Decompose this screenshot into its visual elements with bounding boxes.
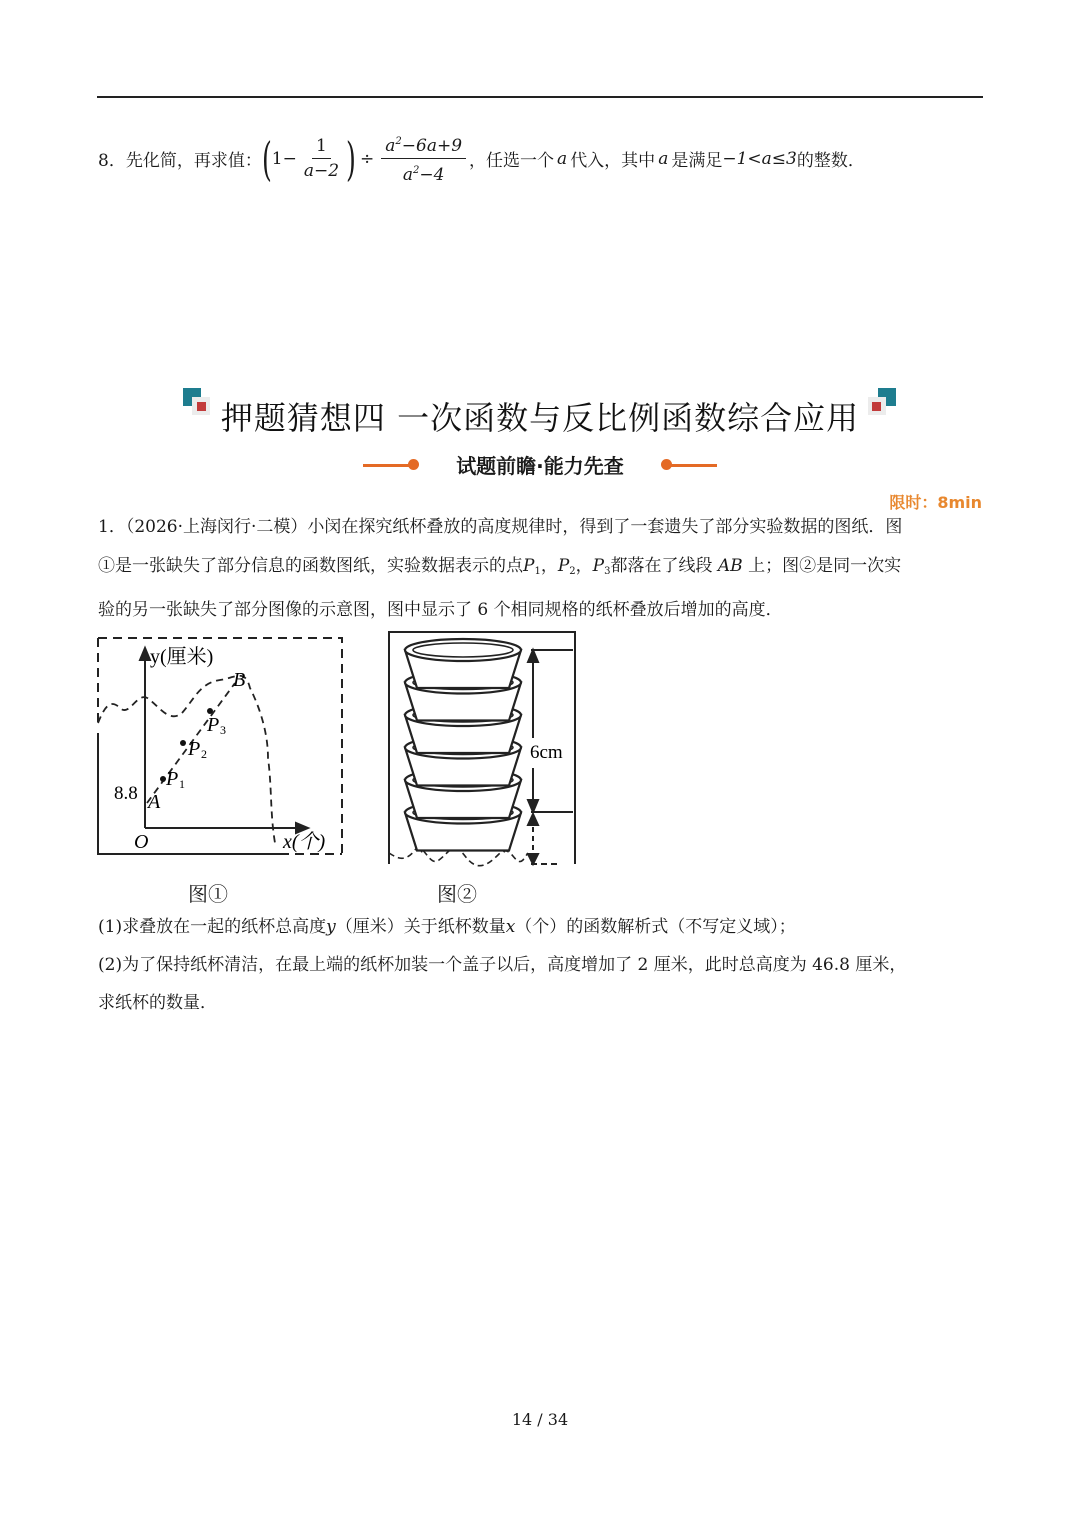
- page-number: 14 / 34: [511, 1410, 569, 1429]
- q8-one: 1: [271, 148, 283, 169]
- x-axis-label: x(个): [283, 831, 326, 853]
- num-var: a: [385, 136, 396, 156]
- q8-suffix-2: 代入，其中: [570, 151, 656, 171]
- paper-cup: [405, 639, 521, 688]
- p3-label: P: [207, 714, 220, 736]
- q1-line-2: ①是一张缺失了部分信息的函数图纸，实验数据表示的点$P_1$，$P_2$，$P_3$都落在了线段 AB 上；图②是同一次实: [98, 556, 902, 577]
- q1-line-2-a: ①是一张缺失了部分信息的函数图纸，实验数据表示的点: [98, 556, 523, 576]
- section-subtitle: 试题前瞻·能力先查: [456, 454, 624, 478]
- figure-1: [90, 628, 360, 868]
- q8-suffix-3: 是满足: [671, 151, 723, 171]
- point-p2: P: [557, 556, 570, 576]
- figure-2-caption: 图②: [437, 882, 477, 906]
- num-rest: −6a+9: [401, 136, 463, 156]
- right-paren: ): [346, 131, 356, 186]
- sub-questions: [98, 908, 984, 1022]
- num-exponent: 2: [395, 136, 402, 147]
- q8-var-2: a: [658, 148, 669, 169]
- var-x: x: [505, 917, 516, 937]
- q8-suffix-1: ，任选一个: [469, 151, 555, 171]
- point-p1: P: [523, 556, 535, 576]
- q8-suffix-4: 的整数．: [796, 151, 865, 171]
- fraction-2: [381, 130, 466, 187]
- point-p1-sub: 1: [534, 566, 541, 577]
- den-exponent: 2: [413, 165, 420, 176]
- height-label: 6cm: [530, 742, 563, 763]
- section-title: [0, 393, 1080, 439]
- sub1-c: （个）的函数解析式（不写定义域）；: [515, 917, 796, 937]
- origin-label: O: [134, 831, 149, 853]
- p1-label: P: [166, 768, 179, 790]
- segment-ab: AB: [717, 556, 743, 576]
- figure-1-caption: 图①: [188, 882, 228, 906]
- section-title-text: 押题猜想四 一次函数与反比例函数综合应用: [220, 399, 860, 437]
- q1-line-1: 1．（2026·上海闵行·二模）小闵在探究纸杯叠放的高度规律时，得到了一套遗失了部分实验数据的图纸．图: [98, 517, 903, 537]
- q1-line-2-c: 上；图②是同一次实: [748, 556, 902, 576]
- q8-minus: −: [282, 148, 297, 169]
- point-p2-dot: [180, 740, 186, 746]
- point-p2-sub: 2: [569, 566, 576, 577]
- q8-prefix: 8．先化简，再求值：: [98, 151, 262, 171]
- subtitle-line-right: [667, 464, 717, 467]
- den-var: a: [402, 165, 413, 185]
- fraction-1-numerator: 1: [312, 134, 331, 159]
- sub-question-2-line-1: (2)为了保持纸杯清洁，在最上端的纸杯加装一个盖子以后，高度增加了 2 厘米，此时总高度为 46.8 厘米，: [98, 955, 907, 975]
- q8-divide: ÷: [360, 148, 375, 169]
- fraction-1: [300, 134, 343, 183]
- point-a-label: A: [148, 791, 161, 813]
- p2-sub-label: 2: [201, 747, 207, 761]
- q8-var: a: [557, 148, 568, 169]
- time-limit: 限时：8min: [889, 493, 982, 512]
- point-b-label: B: [233, 669, 246, 691]
- question-1-text: [98, 508, 984, 630]
- q1-line-3: 验的另一张缺失了部分图像的示意图，图中显示了 6 个相同规格的纸杯叠放后增加的高度．: [98, 600, 783, 620]
- q1-line-2-b: 都落在了线段: [610, 556, 713, 576]
- y-axis-label: y(厘米): [150, 646, 214, 668]
- sub1-a: (1)求叠放在一起的纸杯总高度: [98, 917, 327, 937]
- den-rest: −4: [419, 165, 445, 185]
- p1-sub-label: 1: [179, 777, 185, 791]
- left-paren: (: [261, 131, 272, 186]
- figure-2: [383, 628, 583, 873]
- point-p3-sub: 3: [604, 566, 611, 577]
- fraction-2-denominator: [399, 159, 449, 187]
- fraction-2-numerator: [381, 130, 466, 159]
- p3-sub-label: 3: [220, 723, 226, 737]
- point-p3: P: [592, 556, 605, 576]
- sub1-b: （厘米）关于纸杯数量: [335, 917, 506, 937]
- var-y: y: [326, 917, 336, 937]
- p2-label: P: [188, 738, 201, 760]
- question-8: [98, 130, 865, 187]
- header-rule: [97, 96, 983, 98]
- fraction-1-denominator: a−2: [303, 161, 340, 181]
- sub-question-1: [98, 908, 984, 946]
- q8-condition: −1<a≤3: [722, 148, 797, 169]
- sub-question-2-line-2: 求纸杯的数量．: [98, 993, 217, 1013]
- y-value-label: 8.8: [114, 783, 138, 804]
